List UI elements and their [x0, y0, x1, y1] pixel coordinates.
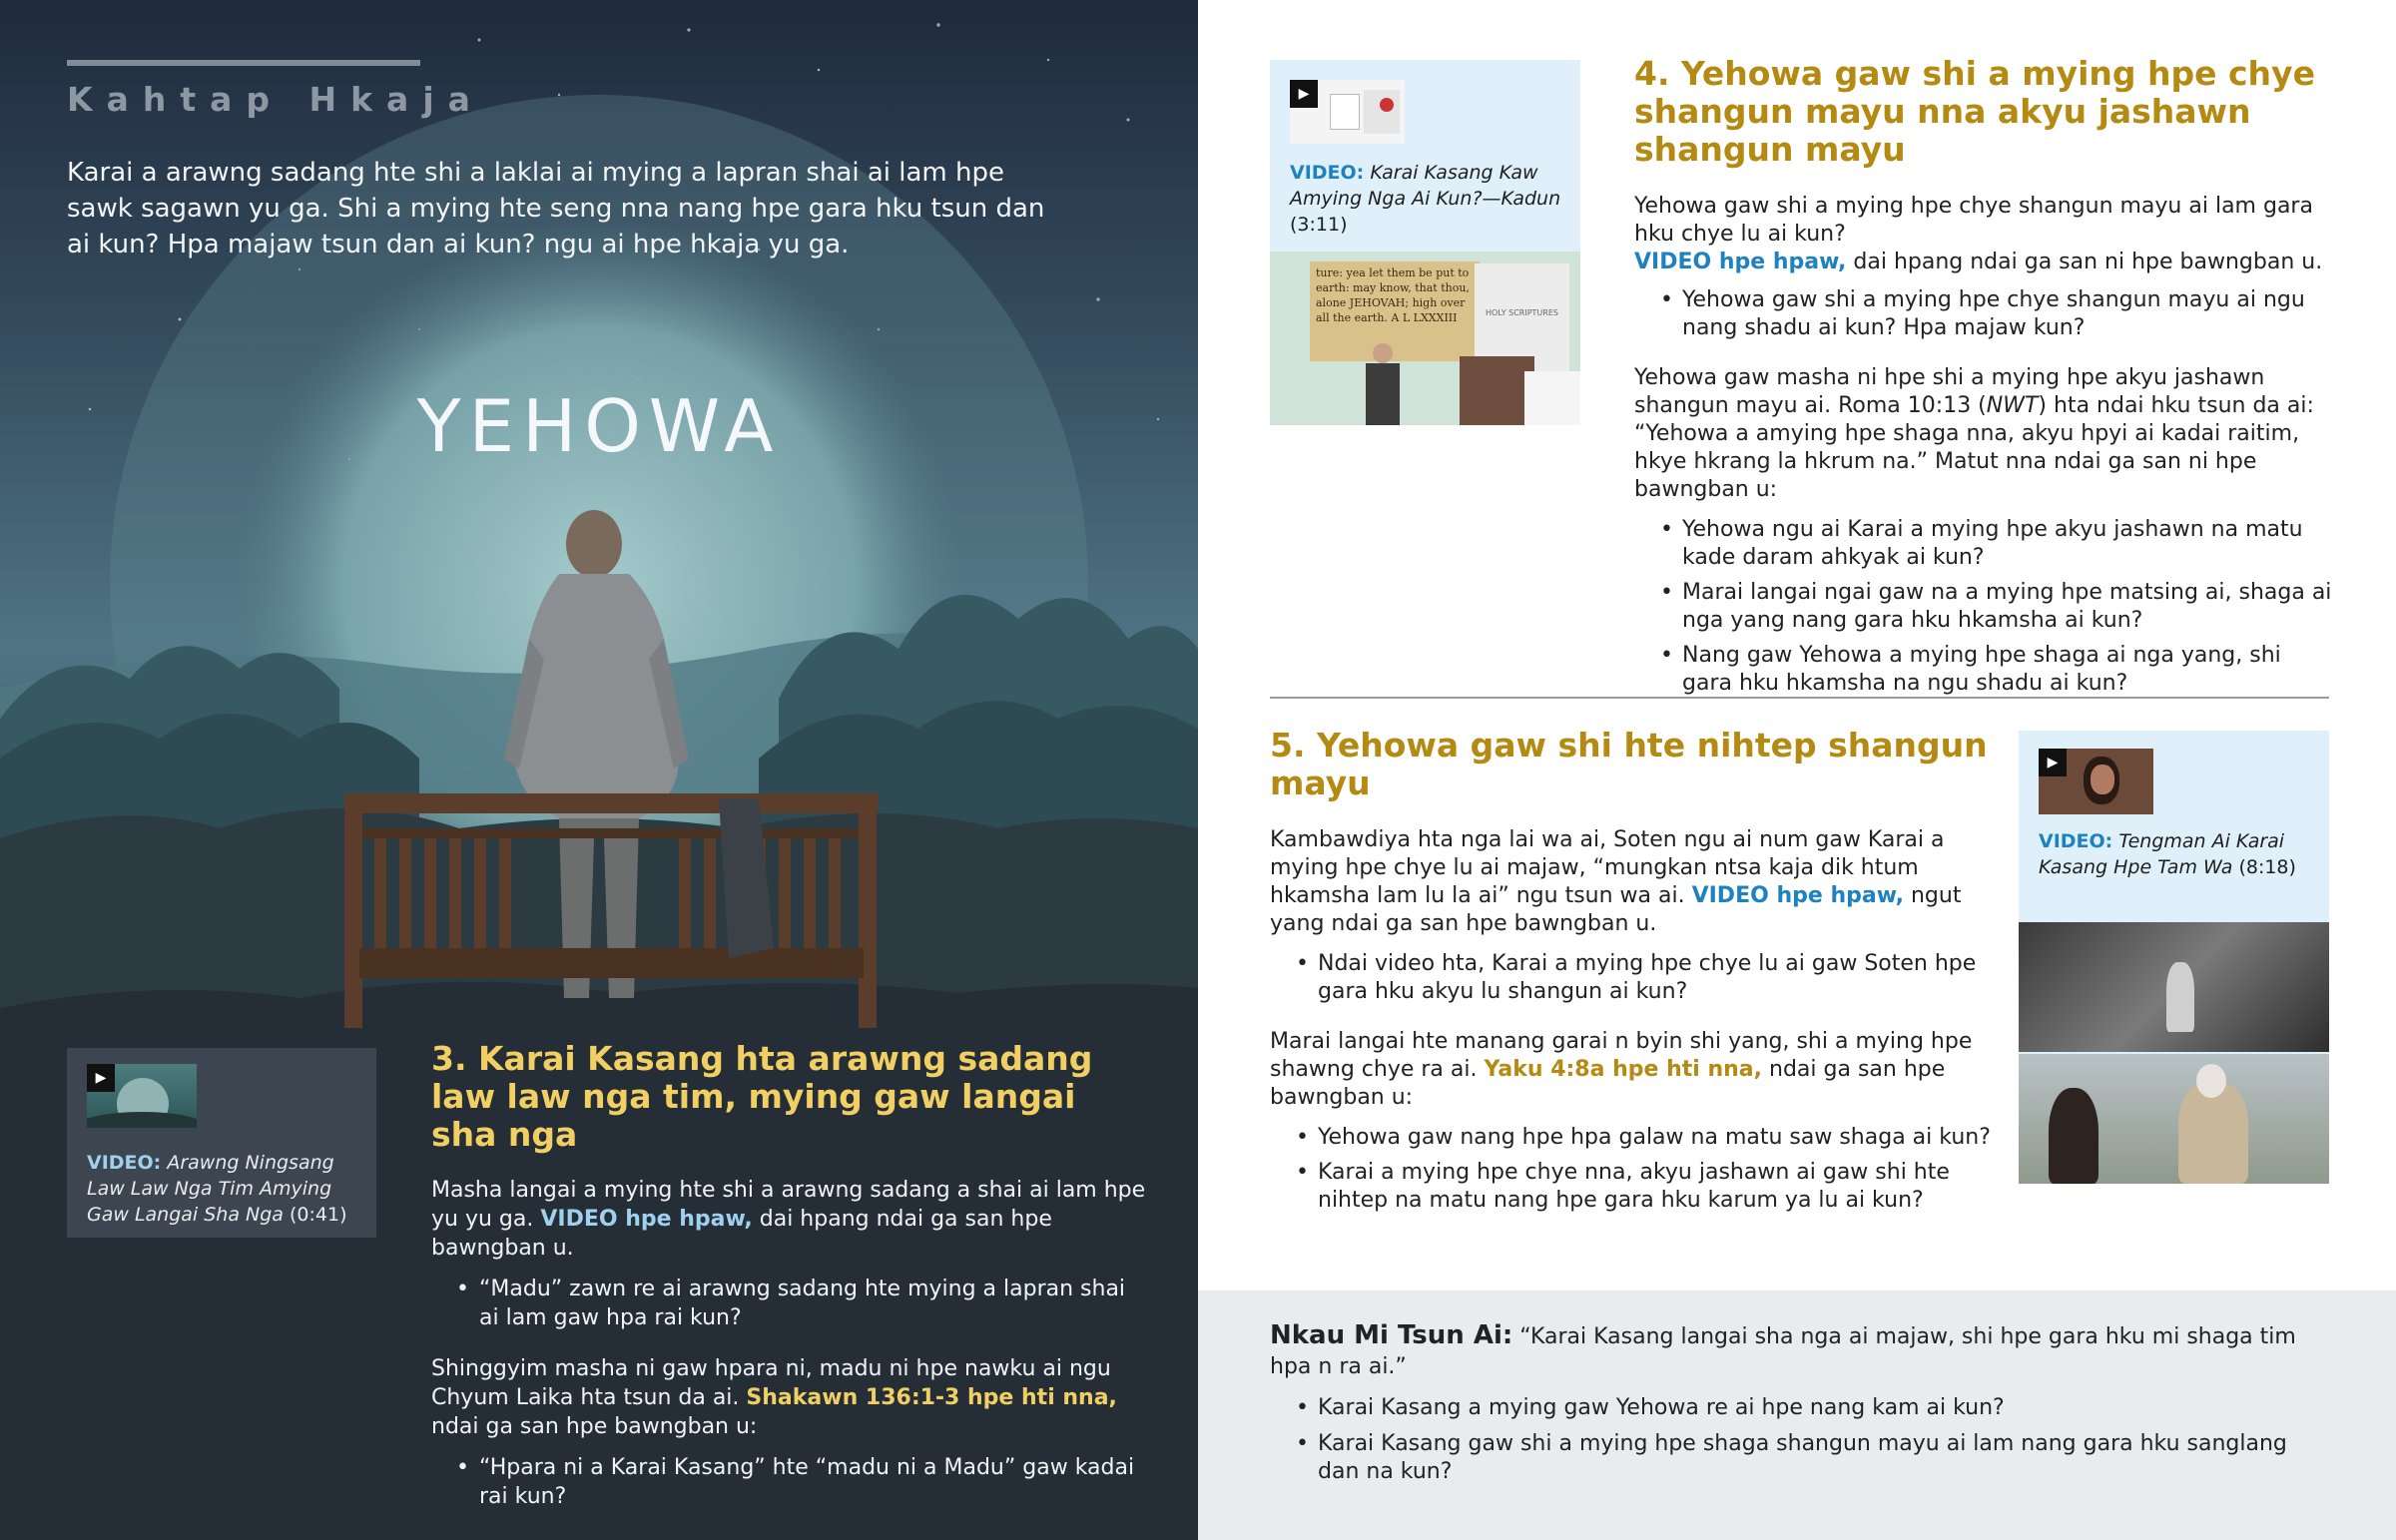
question-item: • Karai Kasang gaw shi a mying hpe shaga shangun mayu ai lam nang gara hku sanglang dan na kun?: [1270, 1430, 2324, 1486]
video-duration: (3:11): [1290, 214, 1348, 236]
section-marker-bar: [67, 60, 420, 66]
objection-questions: [1270, 1394, 2324, 1486]
image-word-yehowa: YEHOWA: [416, 384, 782, 468]
video-title: Arawng Ningsang Law Law Nga Tim Amying Gaw Langai Sha Nga: [87, 1152, 334, 1226]
video-box-arawng[interactable]: [67, 1048, 376, 1238]
question-item: • Ndai video hta, Karai a mying hpe chye lu ai gaw Soten hpe gara hku akyu lu shangun ai kun?: [1270, 950, 1999, 1006]
video-still-image[interactable]: [2019, 922, 2329, 1052]
video-thumbnail[interactable]: [1290, 80, 1405, 144]
section-divider: [1270, 697, 2329, 699]
video-caption[interactable]: VIDEO: Karai Kasang Kaw Amying Nga Ai Kun?—Kadun (3:11): [1290, 162, 1561, 236]
right-panel: [1198, 0, 2396, 1540]
section-5-questions-2: [1270, 1124, 1999, 1215]
book-cover: HOLY SCRIPTURES: [1475, 263, 1569, 373]
objection-label: Nkau Mi Tsun Ai:: [1270, 1320, 1513, 1350]
nkau-mi-tsun-ai-box: [1198, 1290, 2396, 1540]
play-icon[interactable]: ▶: [2039, 749, 2067, 776]
video-caption[interactable]: VIDEO: Tengman Ai Karai Kasang Hpe Tam Wa (8:18): [2039, 830, 2296, 878]
video-link[interactable]: VIDEO hpe hpaw,: [540, 1207, 753, 1232]
kahtap-heading: Kahtap Hkaja: [67, 80, 484, 119]
section-4-heading: 4. Yehowa gaw shi a mying hpe chye shangun mayu nna akyu jashawn shangun mayu: [1634, 54, 2315, 169]
section-5-heading: 5. Yehowa gaw shi hte nihtep shangun mayu: [1270, 726, 1988, 802]
question-item: • Yehowa gaw nang hpe hpa galaw na matu saw shaga ai kun?: [1270, 1124, 1999, 1152]
section-4-paragraph-1: Yehowa gaw shi a mying hpe chye shangun mayu ai lam gara hku chye lu ai kun? VIDEO hpe hpaw, dai hpang ndai ga san ni hpe bawngban u.: [1634, 194, 2323, 274]
section-5: [1270, 727, 1999, 1237]
intro-text: Karai a arawng sadang hte shi a laklai ai mying a lapran shai ai lam hpe sawk sagawn yu ga. Shi a mying hte seng nna nang hpe gara hku tsun dan ai kun? Hpa majaw tsun dan ai kun? ngu ai hpe hkaja yu ga.: [67, 158, 1045, 259]
video-duration: (0:41): [290, 1204, 347, 1226]
video-still-image[interactable]: [2019, 1054, 2329, 1184]
video-still-image[interactable]: [1270, 252, 1580, 425]
question-item: • “Madu” zawn re ai arawng sadang hte mying a lapran shai ai lam gaw hpa rai kun?: [431, 1275, 1150, 1332]
parchment-text: ture: yea let them be put to earth: may know, that thou, alone JEHOVAH; high over all the earth. A L LXXXIII: [1310, 261, 1480, 361]
video-title: Karai Kasang Kaw Amying Nga Ai Kun?—Kadun: [1290, 162, 1561, 210]
question-item: • Marai langai ngai gaw na a mying hpe matsing ai, shaga ai nga yang nang gara hku hkamsha ai kun?: [1634, 579, 2333, 635]
section-5-paragraph-2: Marai langai hte manang garai n byin shi yang, shi a mying hpe shawng chye ra ai. Yaku 4:8a hpe hti nna, ndai ga san hpe bawngban u:: [1270, 1029, 1973, 1110]
section-4-questions-1: [1634, 286, 2333, 342]
scripture-link[interactable]: Shakawn 136:1-3 hpe hti nna,: [746, 1385, 1117, 1410]
question-item: • Yehowa gaw shi a mying hpe chye shangun mayu ai ngu nang shadu ai kun? Hpa majaw kun?: [1634, 286, 2333, 342]
section-4-paragraph-2: Yehowa gaw masha ni hpe shi a mying hpe akyu jashawn shangun mayu ai. Roma 10:13 (NWT) hta ndai hku tsun da ai: “Yehowa a amying hpe shaga nna, akyu hpyi ai kadai raitim, hkye hkrang la hkrum na.” Matut nna ndai ga san ni hpe bawngban u:: [1634, 365, 2314, 502]
video-duration: (8:18): [2238, 856, 2296, 878]
video-link[interactable]: VIDEO hpe hpaw,: [1691, 883, 1904, 908]
section-5-questions-1: [1270, 950, 1999, 1006]
question-item: • Nang gaw Yehowa a mying hpe shaga ai nga yang, shi gara hku hkamsha na ngu shadu ai kun?: [1634, 642, 2333, 698]
video-thumbnail[interactable]: [87, 1064, 197, 1128]
section-3-questions-1: [431, 1275, 1150, 1332]
section-3-paragraph-1: Masha langai a mying hte shi a arawng sadang a shai ai lam hpe yu yu ga. VIDEO hpe hpaw, dai hpang ndai ga san hpe bawngban u.: [431, 1178, 1146, 1261]
question-item: • Yehowa ngu ai Karai a mying hpe akyu jashawn na matu kade daram ahkyak ai kun?: [1634, 516, 2333, 572]
section-3-heading: 3. Karai Kasang hta arawng sadang law law nga tim, mying gaw langai sha nga: [431, 1039, 1093, 1154]
play-icon[interactable]: ▶: [87, 1064, 115, 1092]
question-item: • Karai Kasang a mying gaw Yehowa re ai hpe nang kam ai kun?: [1270, 1394, 2324, 1422]
section-5-paragraph-1: Kambawdiya hta nga lai wa ai, Soten ngu ai num gaw Karai a mying hpe chye lu ai majaw, “mungkan ntsa kaja dik htum hkamsha lam lu la ai” ngu tsun wa ai. VIDEO hpe hpaw, ngut yang ndai ga san hpe bawngban u.: [1270, 827, 1962, 936]
video-thumbnail[interactable]: [2039, 749, 2153, 814]
scripture-link[interactable]: Yaku 4:8a hpe hti nna,: [1484, 1057, 1763, 1082]
question-item: • “Hpara ni a Karai Kasang” hte “madu ni a Madu” gaw kadai rai kun?: [431, 1453, 1150, 1511]
section-3-paragraph-2: Shinggyim masha ni gaw hpara ni, madu ni hpe nawku ai ngu Chyum Laika hta tsun da ai. Shakawn 136:1-3 hpe hti nna, ndai ga san hpe bawngban u:: [431, 1356, 1117, 1439]
play-icon[interactable]: ▶: [1290, 80, 1318, 108]
section-3: [431, 1040, 1150, 1533]
video-title: Tengman Ai Karai Kasang Hpe Tam Wa: [2039, 830, 2285, 878]
video-box-kadun[interactable]: [1270, 60, 1580, 425]
section-4: [1634, 55, 2333, 720]
section-3-questions-2: [431, 1453, 1150, 1511]
video-link[interactable]: VIDEO hpe hpaw,: [1634, 250, 1847, 274]
video-caption[interactable]: VIDEO: Arawng Ningsang Law Law Nga Tim Amying Gaw Langai Sha Nga (0:41): [87, 1152, 347, 1226]
question-item: • Karai a mying hpe chye nna, akyu jashawn ai gaw shi hte nihtep na matu nang hpe gara hku karum ya lu ai kun?: [1270, 1159, 1999, 1215]
video-box-tengman[interactable]: [2019, 731, 2329, 1184]
section-4-questions-2: [1634, 516, 2333, 698]
objection-quote: Nkau Mi Tsun Ai: “Karai Kasang langai sha nga ai majaw, shi hpe gara hku mi shaga tim hpa n ra ai.”: [1270, 1320, 2296, 1379]
